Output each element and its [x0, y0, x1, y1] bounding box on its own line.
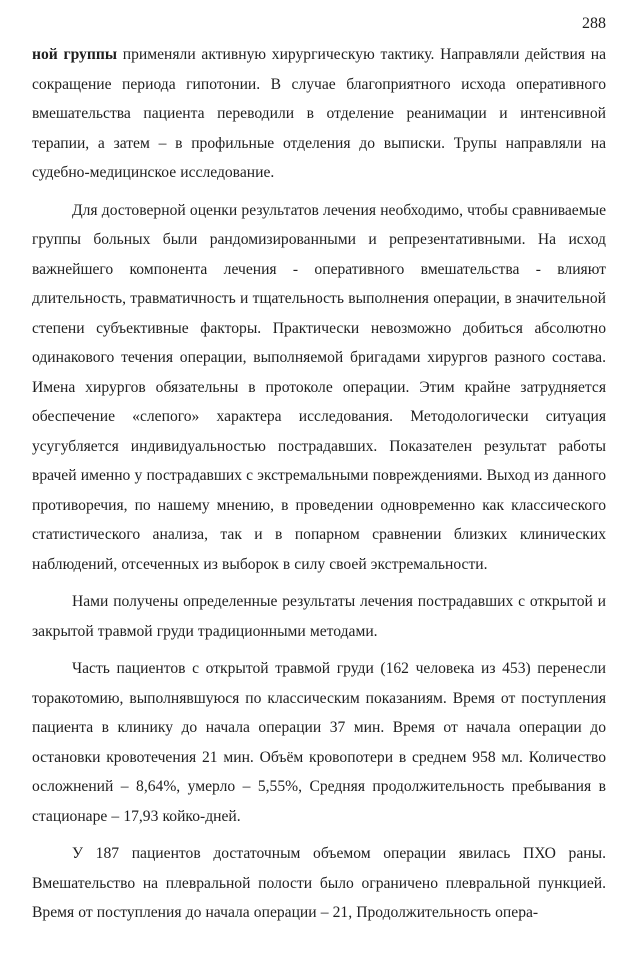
page-number: 288 — [582, 15, 606, 32]
paragraph-continuation — [32, 40, 606, 188]
paragraph-bold-lead: ной группы — [32, 46, 118, 63]
paragraph-results-intro: Нами получены определенные результаты лечения пострадавших с открытой и закрытой травмой груди традиционными методами. — [32, 593, 606, 640]
paragraph-text: применяли активную хирургическую тактику. Направляли действия на сокращение периода гипотонии. В случае благоприятного исхода оперативного вмешательства пациента переводили в отделение реанимации и интенсивной терапии, а затем – в профильные отделения до выписки. Трупы направляли на судебно-медицинское исследование. — [32, 46, 607, 181]
paragraph-pho: У 187 пациентов достаточным объемом операции явилась ПХО раны. Вмешательство на плевральной полости было ограничено плевральной пункцией. Время от поступления до начала операции – 21, Продолжительность опера- — [32, 845, 606, 921]
paragraph-thoracotomy: Часть пациентов с открытой травмой груди (162 человека из 453) перенесли торакотомию, выполнявшуюся по классическим показаниям. Время от поступления пациента в клинику до начала операции 37 мин. Время от начала операции до остановки кровотечения 21 мин. Объём кровопотери в среднем 958 мл. Количество осложнений – 8,64%, умерло – 5,55%, Средняя продолжительность пребывания в стационаре – 17,93 койко-дней. — [32, 660, 606, 825]
paragraph-randomization: Для достоверной оценки результатов лечения необходимо, чтобы сравниваемые группы больных были рандомизированными и репрезентативными. На исход важнейшего компонента лечения - оперативного вмешательства - влияют длительность, травматичность и тщательность выполнения операции, в значительной степени субъективные факторы. Практически невозможно добиться абсолютно одинакового течения операции, выполняемой бригадами хирургов разного состава. Имена хирургов обязательны в протоколе операции. Этим крайне затрудняется обеспечение «слепого» характера исследования. Методологически ситуация усугубляется индивидуальностью пострадавших. Показателен результат работы врачей именно у пострадавших с экстремальными повреждениями. Выход из данного противоречия, по нашему мнению, в проведении одновременно как классического статистического анализа, так и в попарном сравнении близких клинических наблюдений, отсеченных из выборок в силу своей экстремальности. — [32, 201, 606, 573]
